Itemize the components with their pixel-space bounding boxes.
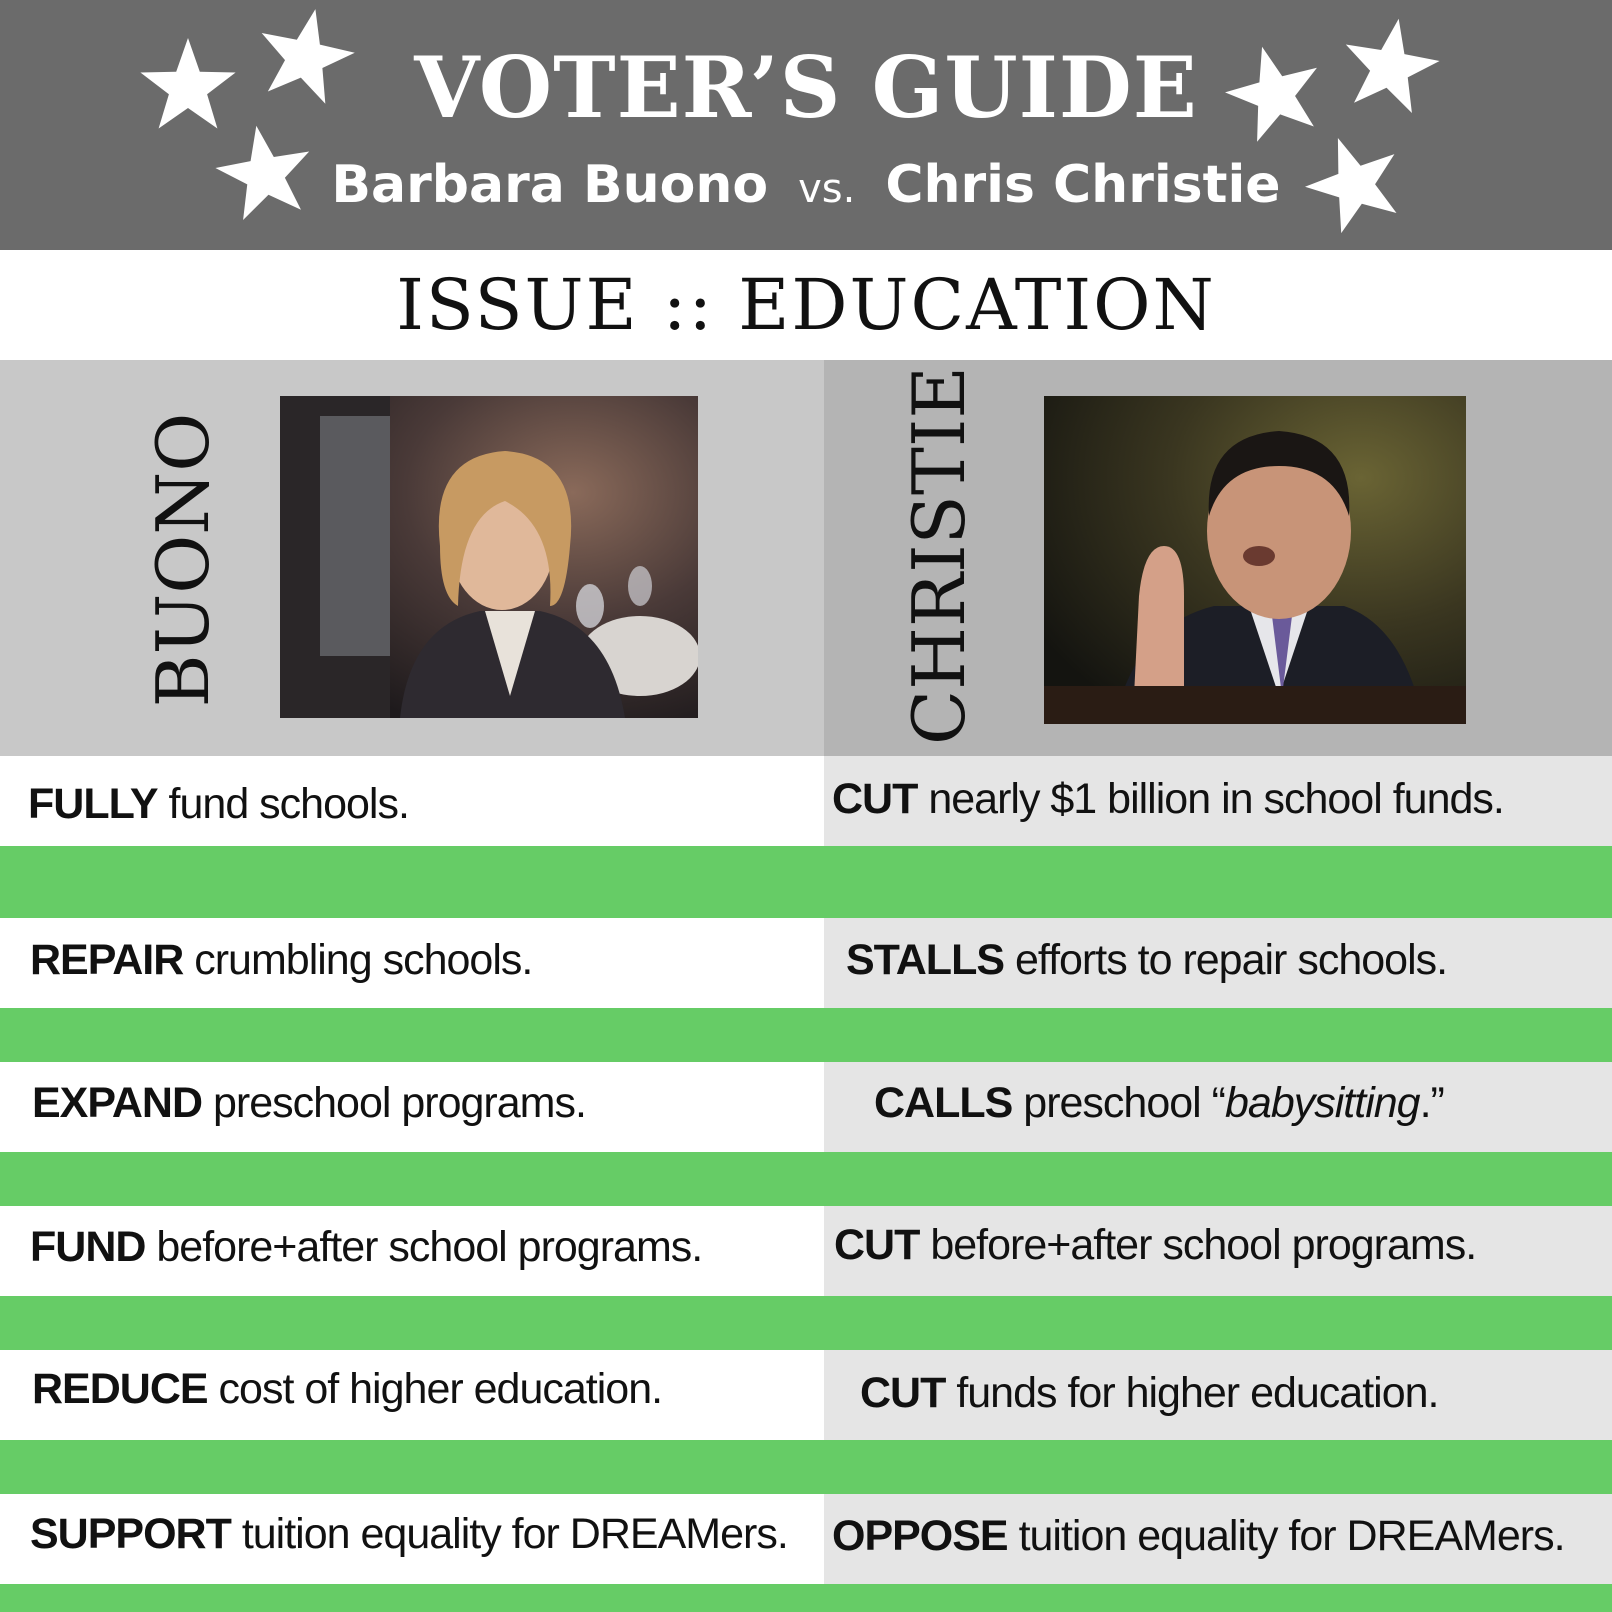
buono-vertical-name: BUONO	[141, 412, 225, 708]
table-row	[0, 1350, 1612, 1440]
comparison-table	[0, 756, 1612, 1612]
buono-position-cell	[0, 1206, 824, 1296]
candidate-a-name: Barbara Buono	[331, 155, 769, 215]
issue-heading: ISSUE :: EDUCATION	[0, 250, 1612, 360]
position-keyword: CUT	[860, 1369, 946, 1417]
position-text: before+after school programs.	[919, 1221, 1477, 1269]
christie-position-cell	[824, 1350, 1612, 1440]
christie-position-cell	[824, 1494, 1612, 1584]
position-keyword: SUPPORT	[30, 1510, 231, 1558]
christie-position	[832, 1491, 1565, 1581]
buono-position	[30, 1489, 788, 1579]
header-banner	[0, 0, 1612, 250]
position-keyword: EXPAND	[32, 1079, 203, 1127]
christie-position-cell	[824, 1206, 1612, 1296]
christie-panel	[824, 360, 1612, 756]
position-text: funds for higher education.	[945, 1369, 1439, 1417]
christie-position	[874, 1058, 1444, 1148]
christie-position-cell	[824, 756, 1612, 846]
christie-position-cell	[824, 918, 1612, 1008]
christie-position-cell	[824, 1062, 1612, 1152]
candidate-b-name: Chris Christie	[885, 155, 1281, 215]
matchup-subtitle	[0, 150, 1612, 224]
position-quote: babysitting	[1225, 1079, 1420, 1127]
christie-photo	[1044, 396, 1466, 724]
buono-position	[30, 915, 532, 1005]
christie-position	[832, 754, 1504, 844]
christie-position	[834, 1200, 1476, 1290]
position-text: crumbling schools.	[183, 936, 533, 984]
position-keyword: CUT	[832, 775, 918, 823]
buono-photo	[280, 396, 698, 718]
position-text: preschool “	[1012, 1079, 1225, 1127]
position-keyword: CALLS	[874, 1079, 1013, 1127]
position-text: nearly $1 billion in school funds.	[917, 775, 1504, 823]
table-row	[0, 1206, 1612, 1296]
position-text: tuition equality for DREAMers.	[230, 1510, 788, 1558]
buono-position-cell	[0, 1494, 824, 1584]
position-text: preschool programs.	[202, 1079, 586, 1127]
position-text: cost of higher education.	[207, 1365, 663, 1413]
buono-position	[30, 1202, 702, 1292]
christie-position	[860, 1348, 1439, 1438]
position-text-tail: .”	[1419, 1079, 1444, 1127]
position-keyword: FUND	[30, 1223, 146, 1271]
table-row	[0, 1494, 1612, 1584]
position-text: before+after school programs.	[145, 1223, 703, 1271]
position-keyword: REDUCE	[32, 1365, 208, 1413]
page-title: VOTER’S GUIDE	[414, 38, 1198, 137]
buono-position	[32, 1344, 662, 1434]
position-keyword: OPPOSE	[832, 1512, 1008, 1560]
position-text: fund schools.	[157, 780, 409, 828]
buono-position	[32, 1058, 586, 1148]
position-keyword: CUT	[834, 1221, 920, 1269]
table-row	[0, 918, 1612, 1008]
christie-vertical-name: CHRISTIE	[897, 366, 981, 745]
position-text: tuition equality for DREAMers.	[1007, 1512, 1565, 1560]
versus-label: vs.	[798, 166, 856, 212]
buono-position-cell	[0, 1062, 824, 1152]
table-row	[0, 1062, 1612, 1152]
buono-position-cell	[0, 1350, 824, 1440]
position-keyword: FULLY	[28, 780, 158, 828]
position-keyword: REPAIR	[30, 936, 184, 984]
buono-panel	[0, 360, 824, 756]
table-row	[0, 756, 1612, 846]
position-keyword: STALLS	[846, 936, 1005, 984]
buono-position-cell	[0, 756, 824, 846]
buono-position	[28, 759, 409, 849]
position-text: efforts to repair schools.	[1004, 936, 1448, 984]
buono-position-cell	[0, 918, 824, 1008]
christie-position	[846, 915, 1447, 1005]
